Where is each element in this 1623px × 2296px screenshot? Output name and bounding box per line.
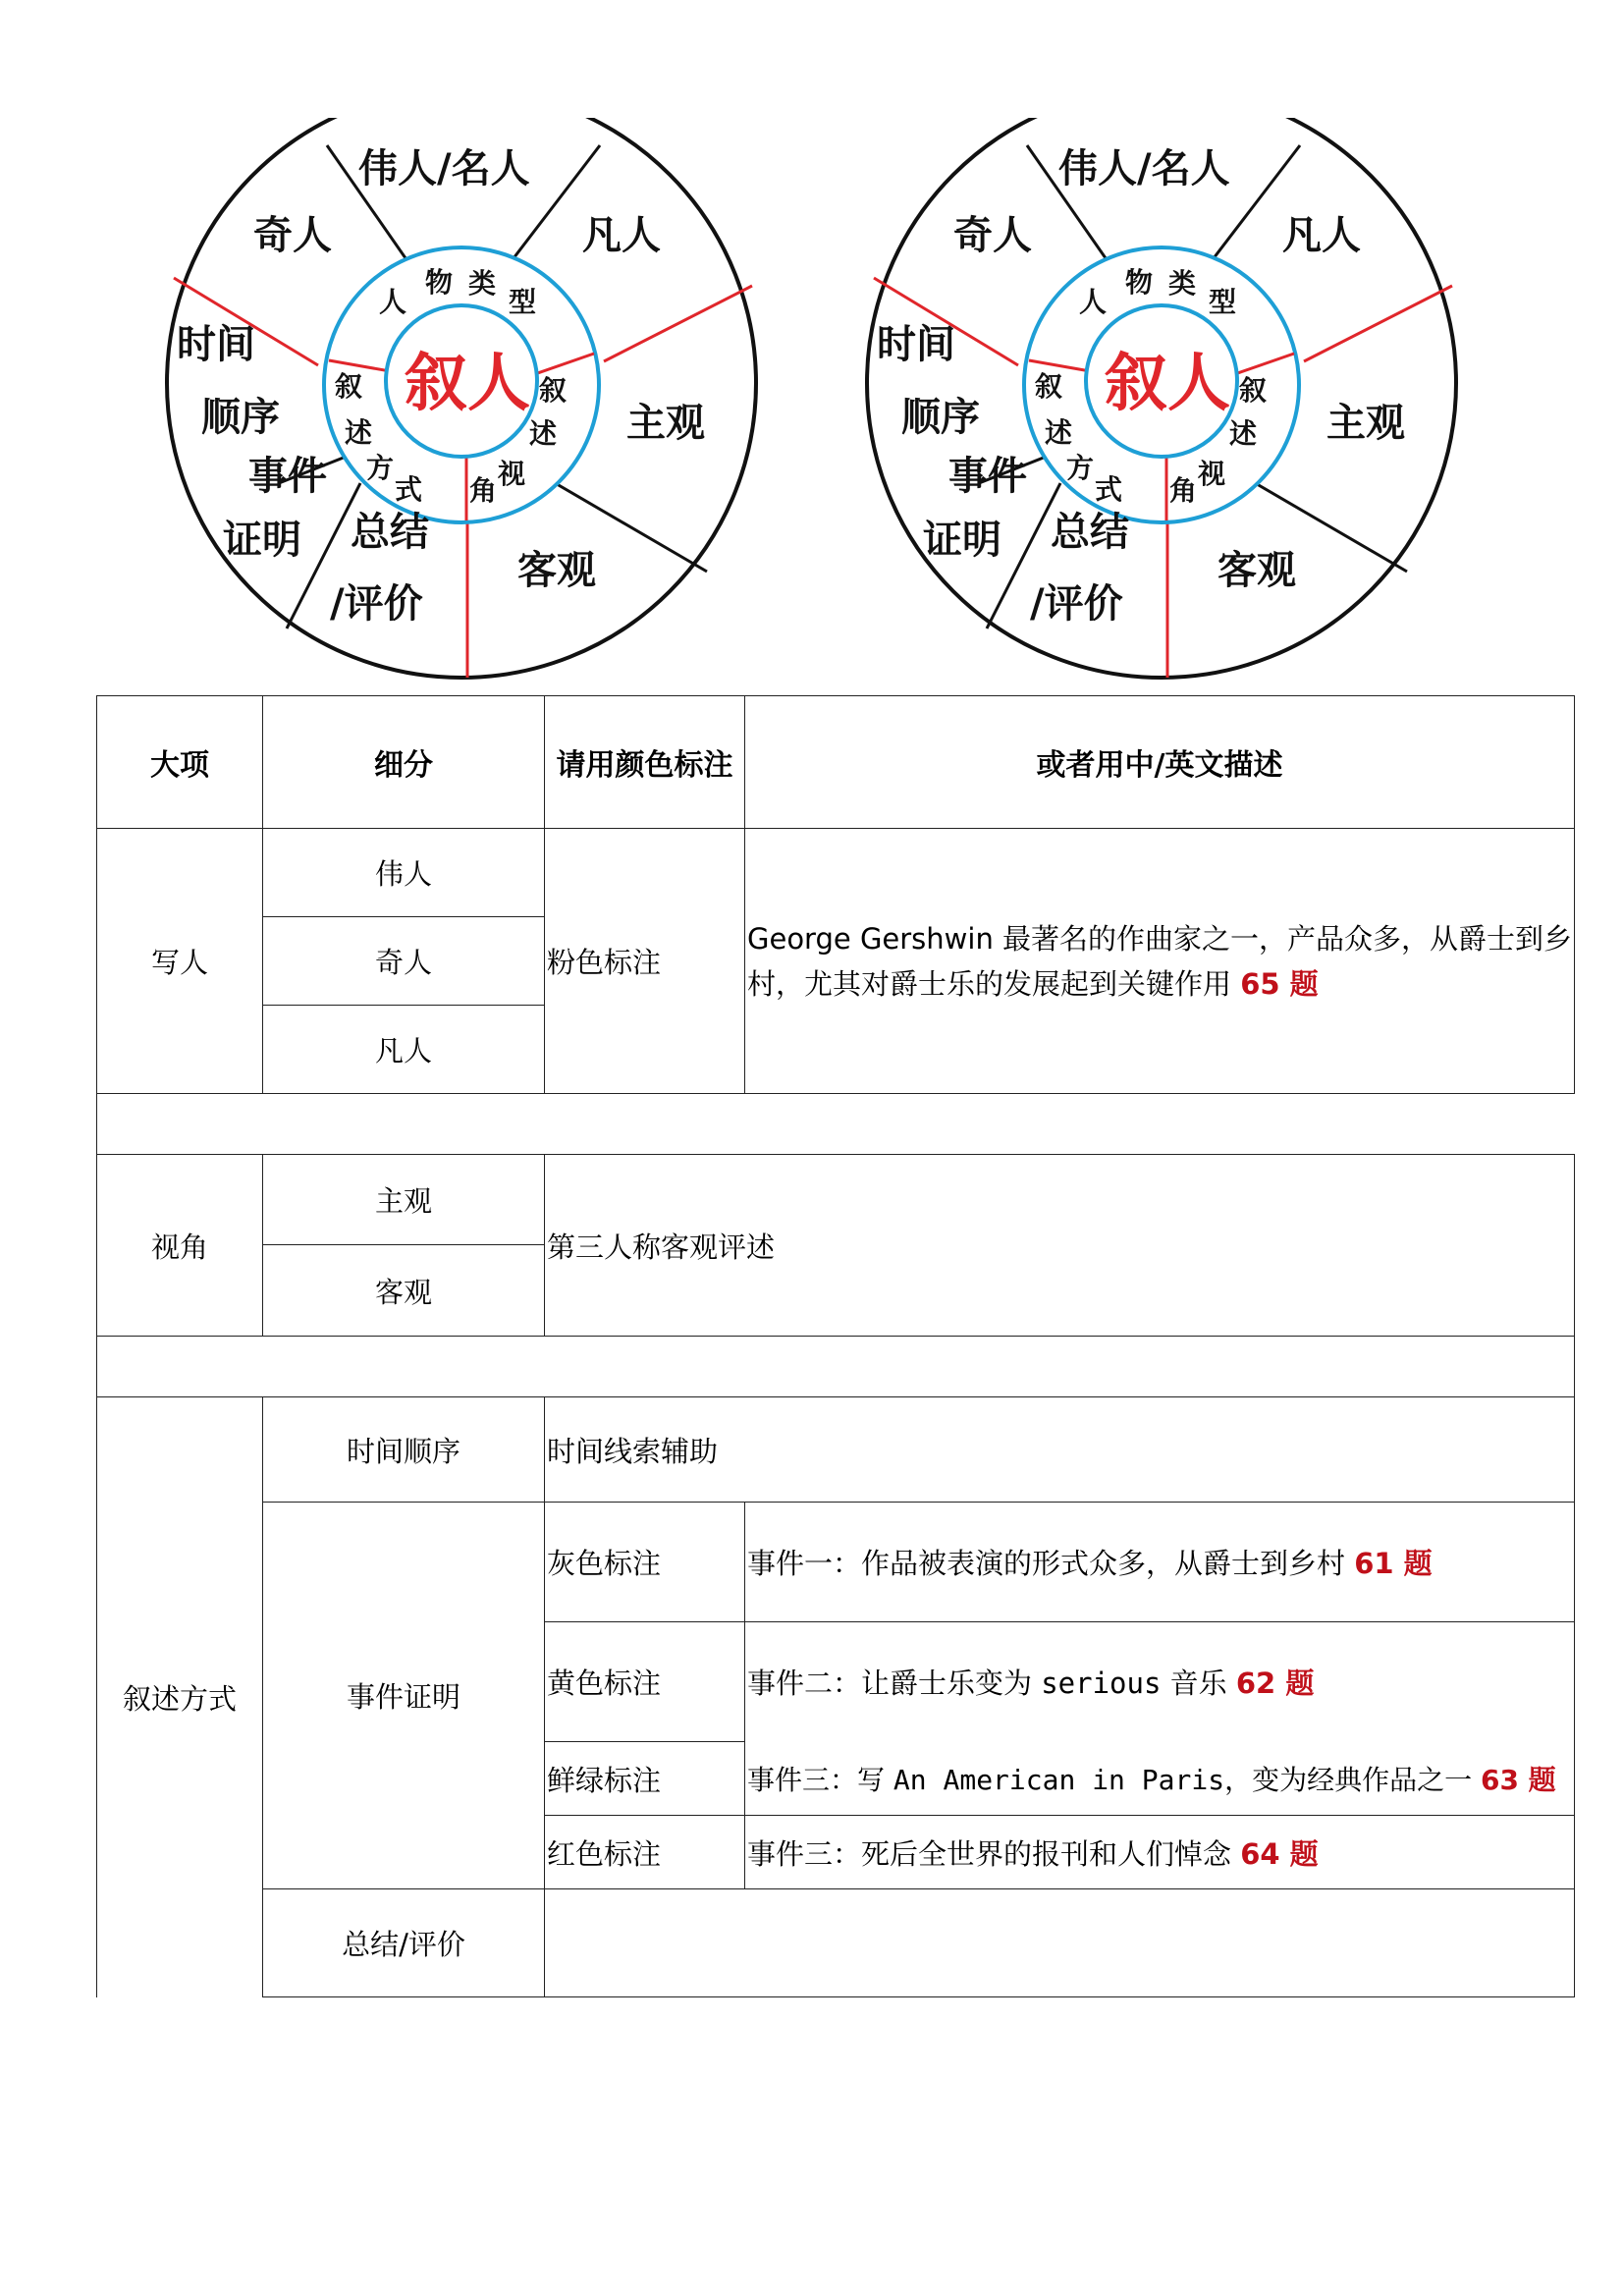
description-time-order: 时间线索辅助 xyxy=(545,1397,1575,1503)
category-write-person: 写人 xyxy=(97,829,263,1094)
svg-text:时间: 时间 xyxy=(177,322,255,367)
table-row xyxy=(97,1889,1575,1997)
svg-text:客观: 客观 xyxy=(1217,548,1296,593)
wheel-center-text: 叙人 xyxy=(1105,348,1230,420)
narrative-analysis-table xyxy=(96,695,1575,1997)
svg-text:伟人/名人: 伟人/名人 xyxy=(1058,146,1230,191)
sub-event-proof: 事件证明 xyxy=(263,1503,545,1889)
svg-text:角: 角 xyxy=(469,474,498,507)
svg-text:型: 型 xyxy=(509,286,537,318)
wheel-center-text: 叙人 xyxy=(405,348,530,420)
svg-text:述: 述 xyxy=(345,416,373,449)
svg-text:述: 述 xyxy=(1045,416,1073,449)
svg-text:物: 物 xyxy=(425,266,454,299)
spacer-row xyxy=(97,1337,1575,1397)
narrative-wheel-left xyxy=(157,118,766,707)
table-header-row xyxy=(97,696,1575,829)
svg-text:时间: 时间 xyxy=(877,322,955,367)
category-viewpoint: 视角 xyxy=(97,1155,263,1337)
svg-text:总结: 总结 xyxy=(351,510,429,555)
svg-text:角: 角 xyxy=(1169,474,1198,507)
desc-name: George Gershwin xyxy=(747,921,994,956)
category-narration: 叙述方式 xyxy=(97,1397,263,1997)
svg-text:客观: 客观 xyxy=(517,548,596,593)
sub-time-order: 时间顺序 xyxy=(263,1397,545,1503)
wheel-graphic xyxy=(857,118,1466,707)
svg-text:叙: 叙 xyxy=(1239,374,1268,407)
svg-text:述: 述 xyxy=(1229,417,1258,450)
header-subcategory: 细分 xyxy=(263,696,545,829)
svg-text:叙: 叙 xyxy=(1035,370,1063,403)
svg-text:主观: 主观 xyxy=(1326,401,1405,446)
description-viewpoint: 第三人称客观评述 xyxy=(545,1155,1575,1337)
svg-text:式: 式 xyxy=(395,473,423,506)
color-gray: 灰色标注 xyxy=(545,1503,745,1622)
color-pink: 粉色标注 xyxy=(545,829,745,1094)
svg-text:类: 类 xyxy=(468,267,497,300)
table-row xyxy=(97,1397,1575,1503)
event-description: 事件三：写 An American in Paris，变为经典作品之一 63 题 xyxy=(745,1742,1575,1816)
svg-text:式: 式 xyxy=(1095,473,1123,506)
spacer-row xyxy=(97,1094,1575,1155)
color-bright-green: 鲜绿标注 xyxy=(545,1742,745,1816)
event-description: 事件一：作品被表演的形式众多，从爵士到乡村 61 题 xyxy=(745,1503,1575,1622)
svg-text:叙: 叙 xyxy=(539,374,568,407)
summary-description-empty xyxy=(545,1889,1575,1997)
question-tag: 65 题 xyxy=(1240,966,1319,1001)
sub-ordinary-person: 凡人 xyxy=(263,1006,545,1094)
sub-odd-person: 奇人 xyxy=(263,917,545,1006)
svg-text:人: 人 xyxy=(379,286,407,318)
svg-text:/评价: /评价 xyxy=(330,581,423,627)
desc-text: 最著名的作曲家之一，产品众多，从爵士到乡村，尤其对爵士乐的发展起到关键作用 xyxy=(747,921,1573,1001)
svg-text:视: 视 xyxy=(1198,458,1226,490)
svg-text:证明: 证明 xyxy=(923,518,1001,563)
sub-subjective: 主观 xyxy=(263,1155,545,1245)
svg-text:叙: 叙 xyxy=(335,370,363,403)
event-description: 事件三：死后全世界的报刊和人们悼念 64 题 xyxy=(745,1816,1575,1889)
svg-text:凡人: 凡人 xyxy=(582,213,661,258)
svg-text:方: 方 xyxy=(366,452,395,484)
table-row xyxy=(97,1155,1575,1245)
sub-great-person: 伟人 xyxy=(263,829,545,917)
question-tag: 61 题 xyxy=(1354,1547,1433,1580)
svg-text:人: 人 xyxy=(1079,286,1108,318)
svg-text:视: 视 xyxy=(498,458,526,490)
svg-text:奇人: 奇人 xyxy=(953,213,1032,258)
question-tag: 62 题 xyxy=(1235,1667,1315,1701)
svg-text:型: 型 xyxy=(1209,286,1237,318)
header-description: 或者用中/英文描述 xyxy=(745,696,1575,829)
svg-text:证明: 证明 xyxy=(223,518,301,563)
svg-text:类: 类 xyxy=(1168,267,1197,300)
svg-text:奇人: 奇人 xyxy=(253,213,332,258)
svg-text:顺序: 顺序 xyxy=(201,395,280,440)
table-row xyxy=(97,1503,1575,1622)
color-red: 红色标注 xyxy=(545,1816,745,1889)
header-category: 大项 xyxy=(97,696,263,829)
header-color-mark: 请用颜色标注 xyxy=(545,696,745,829)
color-yellow: 黄色标注 xyxy=(545,1622,745,1742)
table-row xyxy=(97,829,1575,917)
wheel-graphic xyxy=(157,118,766,707)
svg-text:/评价: /评价 xyxy=(1030,581,1123,627)
svg-text:伟人/名人: 伟人/名人 xyxy=(358,146,530,191)
svg-text:述: 述 xyxy=(529,417,558,450)
svg-text:主观: 主观 xyxy=(626,401,705,446)
svg-text:物: 物 xyxy=(1125,266,1154,299)
question-tag: 64 题 xyxy=(1240,1836,1319,1871)
question-tag: 63 题 xyxy=(1480,1763,1556,1796)
sub-objective: 客观 xyxy=(263,1245,545,1337)
svg-text:顺序: 顺序 xyxy=(901,395,980,440)
svg-text:总结: 总结 xyxy=(1051,510,1129,555)
svg-text:凡人: 凡人 xyxy=(1282,213,1361,258)
sub-summary: 总结/评价 xyxy=(263,1889,545,1997)
svg-text:事件: 事件 xyxy=(248,454,327,499)
event-description: 事件二：让爵士乐变为 serious 音乐 62 题 xyxy=(745,1622,1575,1742)
svg-text:事件: 事件 xyxy=(948,454,1027,499)
svg-text:方: 方 xyxy=(1066,452,1095,484)
narrative-wheel-right xyxy=(857,118,1466,707)
description-write-person xyxy=(745,829,1575,1094)
